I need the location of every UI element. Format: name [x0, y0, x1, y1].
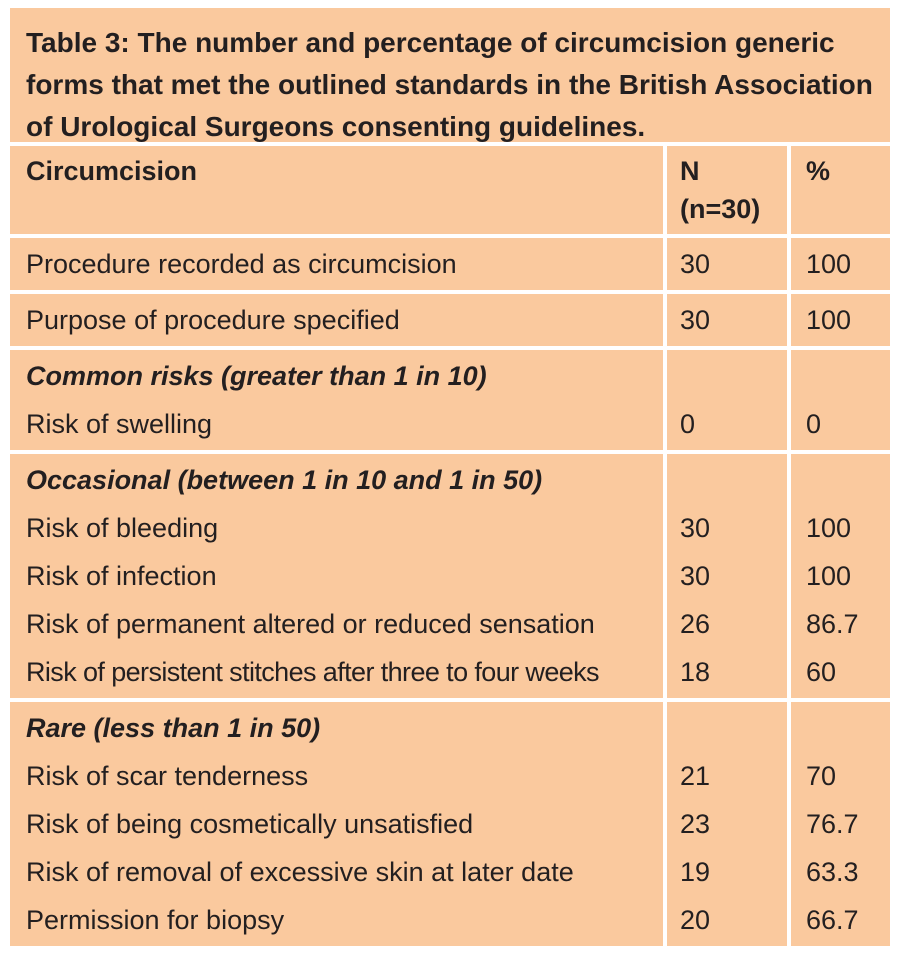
header-cell-circumcision: [10, 146, 663, 234]
row-label: Permission for biopsy: [26, 905, 285, 935]
row-percent: 63.3: [806, 857, 859, 887]
table-group-occasional: [10, 454, 890, 702]
row-n: 30: [680, 249, 711, 279]
empty-cell: [680, 456, 787, 504]
table-row-procedure: [10, 238, 890, 294]
header-label-percent: %: [806, 156, 831, 186]
row-n: 30: [680, 513, 711, 543]
row-percent: 100: [806, 305, 852, 335]
row-percent: 100: [806, 513, 852, 543]
row-percent: 70: [806, 761, 837, 791]
label-cell: [10, 454, 663, 698]
row-label: Risk of being cosmetically unsatisfied: [26, 809, 474, 839]
row-n: 18: [680, 657, 711, 687]
table-row-purpose: [10, 294, 890, 350]
row-percent: 76.7: [806, 809, 859, 839]
table-header-row: [10, 146, 890, 238]
table-group-rare: [10, 702, 890, 946]
label-cell: [10, 238, 663, 290]
empty-cell: [680, 704, 787, 752]
row-label: Risk of infection: [26, 561, 217, 591]
n-cell: [667, 702, 787, 946]
row-percent: 0: [806, 409, 822, 439]
row-n: 23: [680, 809, 711, 839]
row-n: 30: [680, 305, 711, 335]
empty-cell: [680, 352, 787, 400]
empty-cell: [806, 352, 890, 400]
row-n: 30: [680, 561, 711, 591]
data-table: [10, 8, 890, 946]
percent-cell: [791, 350, 890, 450]
header-cell-percent: [791, 146, 890, 234]
row-n: 0: [680, 409, 696, 439]
row-label: Risk of persistent stitches after three to four weeks: [26, 657, 599, 687]
row-label: Procedure recorded as circumcision: [26, 249, 457, 279]
percent-cell: [791, 454, 890, 698]
percent-cell: [791, 294, 890, 346]
percent-cell: [791, 702, 890, 946]
n-cell: [667, 238, 787, 290]
row-percent: 86.7: [806, 609, 859, 639]
empty-cell: [806, 704, 890, 752]
row-label: Risk of swelling: [26, 409, 213, 439]
n-cell: [667, 350, 787, 450]
label-cell: [10, 350, 663, 450]
n-cell: [667, 454, 787, 698]
header-label-n-total: (n=30): [680, 194, 761, 224]
row-label: Purpose of procedure specified: [26, 305, 400, 335]
label-cell: [10, 702, 663, 946]
row-percent: 60: [806, 657, 837, 687]
empty-cell: [806, 456, 890, 504]
row-n: 19: [680, 857, 711, 887]
row-percent: 100: [806, 249, 852, 279]
header-label-n: N: [680, 156, 700, 186]
row-n: 20: [680, 905, 711, 935]
row-percent: 100: [806, 561, 852, 591]
section-heading-occasional: Occasional (between 1 in 10 and 1 in 50): [26, 465, 543, 495]
header-label-circumcision: Circumcision: [26, 156, 198, 186]
section-heading-rare: Rare (less than 1 in 50): [26, 713, 321, 743]
row-percent: 66.7: [806, 905, 859, 935]
row-n: 26: [680, 609, 711, 639]
row-label: Risk of removal of excessive skin at later date: [26, 857, 574, 887]
percent-cell: [791, 238, 890, 290]
table-group-common-risks: [10, 350, 890, 454]
label-cell: [10, 294, 663, 346]
table-caption: Table 3: The number and percentage of circumcision generic forms that met the outlined standards in the British Association of Urological Surgeons consenting guidelines.: [10, 8, 890, 146]
row-label: Risk of permanent altered or reduced sensation: [26, 609, 595, 639]
header-cell-n: [667, 146, 787, 234]
section-heading-common-risks: Common risks (greater than 1 in 10): [26, 361, 487, 391]
row-label: Risk of bleeding: [26, 513, 219, 543]
row-n: 21: [680, 761, 711, 791]
n-cell: [667, 294, 787, 346]
row-label: Risk of scar tenderness: [26, 761, 309, 791]
